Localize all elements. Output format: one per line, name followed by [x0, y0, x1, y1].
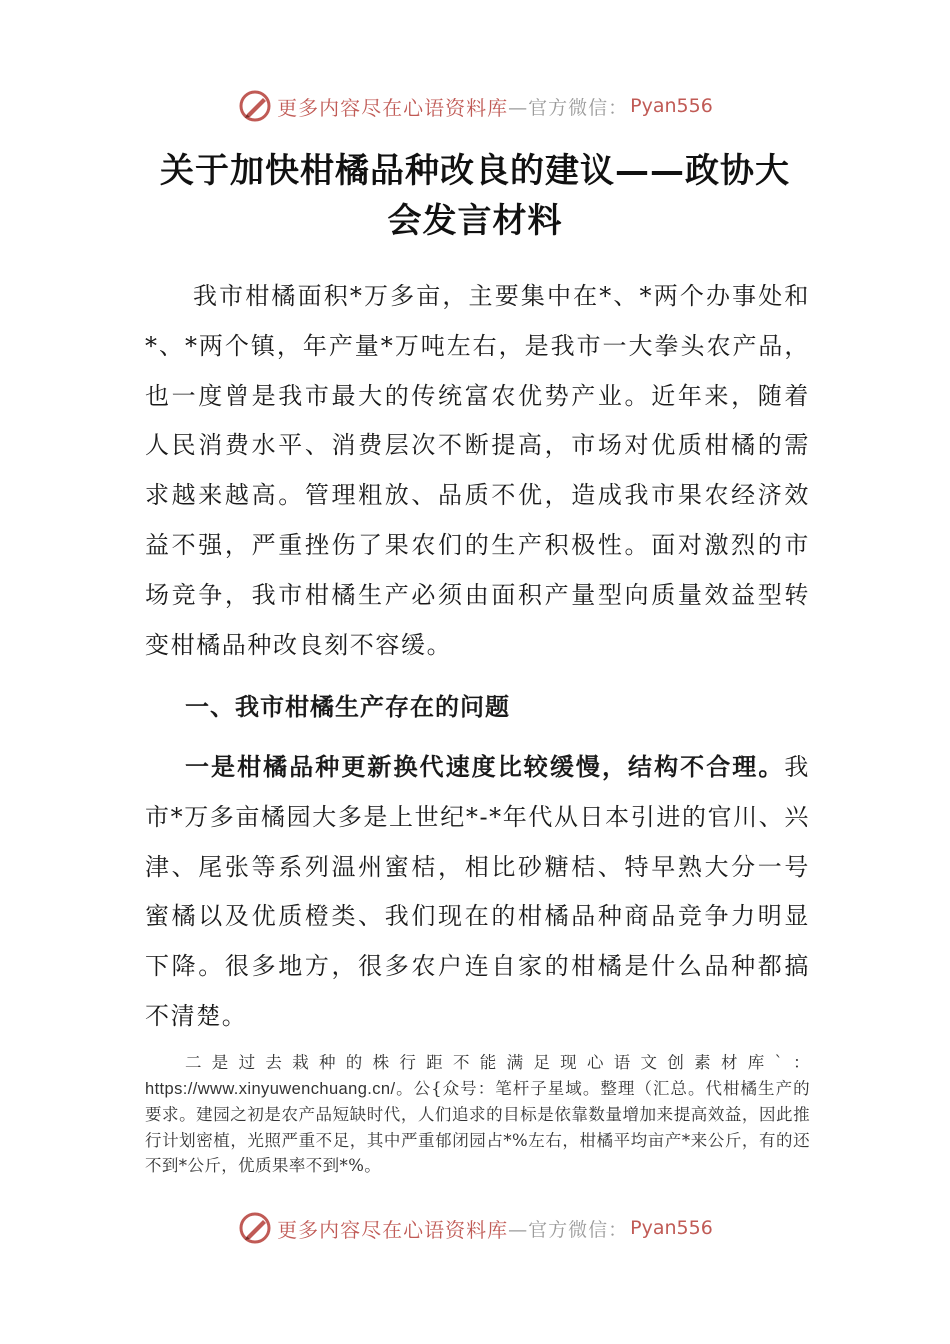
paragraph-part-2: 。公{众号：笔杆子星域。整理（汇总。代柑橘生产的要求。建园之初是农产品短缺时代，人们追求的目标是依靠数量增加来提高效益，因此推行计划密植，光照严重不足，其中严重郁闭园占*%左右，柑橘平均亩产*来公斤，有的还不到*公斤，优质果率不到*%。 — [145, 1078, 810, 1175]
section-heading: 一、我市柑橘生产存在的问题 — [185, 692, 510, 721]
footer-banner — [0, 1206, 950, 1250]
banner-text: 更多内容尽在心语资料库 — [277, 95, 509, 120]
header-banner — [0, 84, 950, 128]
banner-separator: —官方微信： — [508, 1218, 629, 1241]
paragraph-lead: 一是柑橘品种更新换代速度比较缓慢，结构不合理。 — [185, 752, 785, 781]
paragraph-problem-2 — [145, 1050, 810, 1179]
banner-separator: —官方微信： — [508, 96, 629, 119]
banner-account: Pyan556 — [630, 1217, 713, 1239]
title-line-2: 会发言材料 — [387, 201, 563, 241]
pen-logo-icon — [237, 88, 273, 124]
paragraph-body: 我市*万多亩橘园大多是上世纪*-*年代从日本引进的官川、兴津、尾张等系列温州蜜桔，相比砂糖桔、特早熟大分一号蜜橘以及优质橙类、我们现在的柑橘品种商品竞争力明显下降。很多地方，很多农户连自家的柑橘是什么品种都搞不清楚。 — [145, 753, 810, 1030]
paragraph-problem-1 — [145, 742, 810, 1042]
banner-text: 更多内容尽在心语资料库 — [277, 1217, 509, 1242]
paragraph-intro: 我市柑橘面积*万多亩，主要集中在*、*两个办事处和*、*两个镇，年产量*万吨左右，是我市一大拳头农产品，也一度曾是我市最大的传统富农优势产业。近年来，随着人民消费水平、消费层次不断提高，市场对优质柑橘的需求越来越高。管理粗放、品质不优，造成我市果农经济效益不强，严重挫伤了果农们的生产积极性。面对激烈的市场竞争，我市柑橘生产必须由面积产量型向质量效益型转变柑橘品种改良刻不容缓。 — [145, 282, 810, 659]
banner-account: Pyan556 — [630, 95, 713, 117]
source-link[interactable]: https://www.xinyuwenchuang.cn/ — [145, 1079, 396, 1098]
pen-logo-icon — [237, 1210, 273, 1246]
paragraph-part-1: 二是过去栽种的株行距不能满足现心语文创素材库`： — [185, 1053, 810, 1072]
title-line-1: 关于加快柑橘品种改良的建议——政协大 — [160, 151, 790, 191]
document-title — [130, 146, 820, 246]
